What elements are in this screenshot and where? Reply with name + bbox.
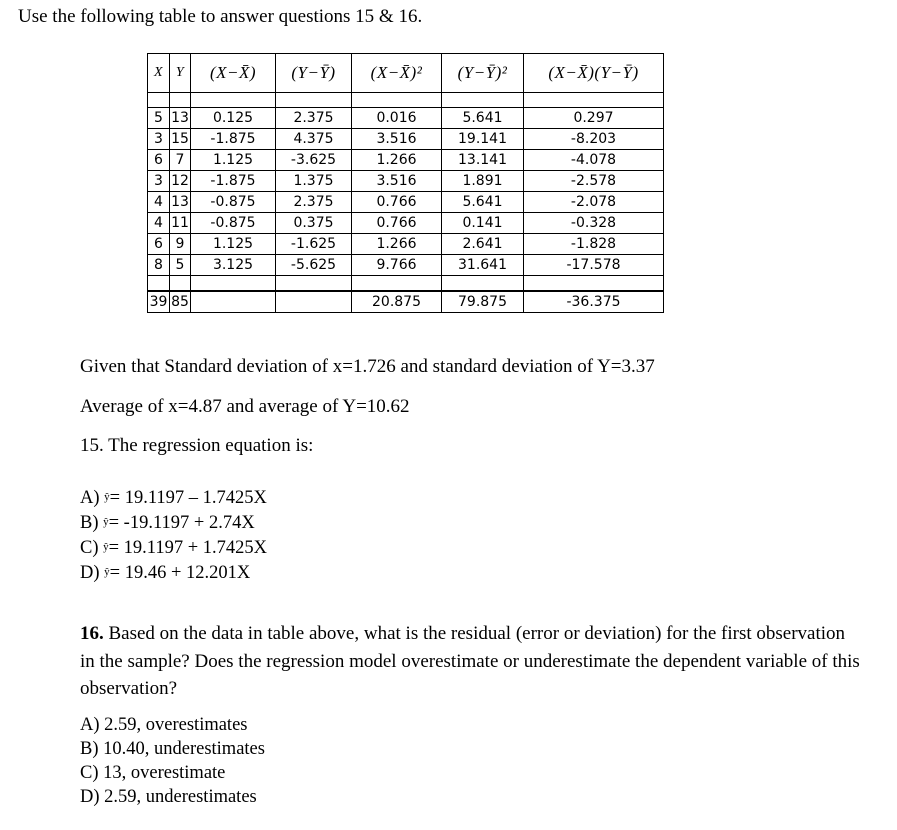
table-row xyxy=(148,129,664,150)
table-cell: -2.078 xyxy=(524,192,664,213)
table-cell: 5.641 xyxy=(442,108,524,129)
table-cell: 0.297 xyxy=(524,108,664,129)
table-cell: 1.125 xyxy=(191,234,276,255)
q16-options xyxy=(80,713,265,809)
averages-statement: Average of x=4.87 and average of Y=10.62 xyxy=(80,396,410,417)
table-cell: 31.641 xyxy=(442,255,524,276)
q16-option-d[interactable]: D) 2.59, underestimates xyxy=(80,787,257,807)
q16-option-c[interactable]: C) 13, overestimate xyxy=(80,763,226,783)
table-cell: 12 xyxy=(170,171,191,192)
table-totals-row xyxy=(148,291,664,313)
total-cell: 39 xyxy=(148,291,170,313)
table-cell: -0.875 xyxy=(191,213,276,234)
table-cell: -1.875 xyxy=(191,171,276,192)
table-cell: 9.766 xyxy=(352,255,442,276)
table-cell: 3.516 xyxy=(352,129,442,150)
table-cell: 19.141 xyxy=(442,129,524,150)
header-cell: X xyxy=(148,54,170,93)
q15-option-c[interactable]: C) ŷ= 19.1197 + 1.7425X xyxy=(80,538,268,558)
table-cell: 1.266 xyxy=(352,234,442,255)
q16-option-a[interactable]: A) 2.59, overestimates xyxy=(80,715,248,735)
table-cell: -5.625 xyxy=(276,255,352,276)
table-cell: 3.125 xyxy=(191,255,276,276)
table-cell: -1.625 xyxy=(276,234,352,255)
table-cell: 2.375 xyxy=(276,108,352,129)
table-row xyxy=(148,213,664,234)
table-cell: -2.578 xyxy=(524,171,664,192)
table-cell: 7 xyxy=(170,150,191,171)
table-cell: 6 xyxy=(148,234,170,255)
table-row xyxy=(148,171,664,192)
q16-option-b[interactable]: B) 10.40, underestimates xyxy=(80,739,265,759)
header-cell: (X−X̄)(Y−Ȳ) xyxy=(524,54,664,93)
table-cell: 4.375 xyxy=(276,129,352,150)
q15-options xyxy=(80,485,267,585)
table-cell: 0.141 xyxy=(442,213,524,234)
table-row xyxy=(148,255,664,276)
q15-option-a[interactable]: A) ŷ= 19.1197 – 1.7425X xyxy=(80,488,267,508)
table-row xyxy=(148,192,664,213)
table-cell: -17.578 xyxy=(524,255,664,276)
table-cell: 2.375 xyxy=(276,192,352,213)
table-header-row xyxy=(148,54,664,93)
table-cell: 5 xyxy=(148,108,170,129)
data-table xyxy=(147,53,664,313)
table-cell: 1.891 xyxy=(442,171,524,192)
table-row xyxy=(148,234,664,255)
table-cell: -1.828 xyxy=(524,234,664,255)
table-cell: 2.641 xyxy=(442,234,524,255)
table-cell: 0.766 xyxy=(352,213,442,234)
y-hat-symbol: ŷ xyxy=(103,516,109,528)
table-cell: 3 xyxy=(148,129,170,150)
total-cell xyxy=(276,291,352,313)
table-spacer-row xyxy=(148,276,664,292)
total-cell: 20.875 xyxy=(352,291,442,313)
q15-option-d[interactable]: D) ŷ= 19.46 + 12.201X xyxy=(80,563,251,583)
y-hat-symbol: ŷ xyxy=(103,541,109,553)
table-cell: 0.766 xyxy=(352,192,442,213)
table-cell: 3.516 xyxy=(352,171,442,192)
table-row xyxy=(148,108,664,129)
table-cell: 4 xyxy=(148,213,170,234)
q15-option-b[interactable]: B) ŷ= -19.1197 + 2.74X xyxy=(80,513,255,533)
total-cell: 79.875 xyxy=(442,291,524,313)
table-row xyxy=(148,150,664,171)
table-cell: -0.328 xyxy=(524,213,664,234)
header-cell: (X−X̄) xyxy=(191,54,276,93)
table-cell: 8 xyxy=(148,255,170,276)
table-spacer-row xyxy=(148,93,664,108)
table-cell: 5 xyxy=(170,255,191,276)
q16-text: Based on the data in table above, what is the residual (error or deviation) for the first observation in the sample? Does the regression model overestimate or underestimate the dependent variable of this observation? xyxy=(80,623,860,699)
table-cell: 0.125 xyxy=(191,108,276,129)
table-cell: 5.641 xyxy=(442,192,524,213)
table-cell: 1.375 xyxy=(276,171,352,192)
table-cell: 6 xyxy=(148,150,170,171)
y-hat-symbol: ŷ xyxy=(104,491,110,503)
table-cell: 1.266 xyxy=(352,150,442,171)
total-cell: -36.375 xyxy=(524,291,664,313)
total-cell xyxy=(191,291,276,313)
table-cell: 4 xyxy=(148,192,170,213)
table-cell: 0.016 xyxy=(352,108,442,129)
intro-text: Use the following table to answer questions 15 & 16. xyxy=(18,6,423,27)
total-cell: 85 xyxy=(170,291,191,313)
header-cell: Y xyxy=(170,54,191,93)
table-cell: 13 xyxy=(170,108,191,129)
q16-number: 16. xyxy=(80,623,104,644)
table-cell: -0.875 xyxy=(191,192,276,213)
table-cell: 13.141 xyxy=(442,150,524,171)
y-hat-symbol: ŷ xyxy=(104,566,110,578)
header-cell: (Y−Ȳ) xyxy=(276,54,352,93)
table-cell: -1.875 xyxy=(191,129,276,150)
q16-question xyxy=(80,620,860,703)
table-cell: -3.625 xyxy=(276,150,352,171)
header-cell: (Y−Ȳ)² xyxy=(442,54,524,93)
q15-question: 15. The regression equation is: xyxy=(80,435,314,456)
table-cell: 3 xyxy=(148,171,170,192)
table-cell: 9 xyxy=(170,234,191,255)
table-cell: 13 xyxy=(170,192,191,213)
given-statement: Given that Standard deviation of x=1.726 and standard deviation of Y=3.37 xyxy=(80,356,655,377)
header-cell: (X−X̄)² xyxy=(352,54,442,93)
table-cell: 11 xyxy=(170,213,191,234)
table-cell: -8.203 xyxy=(524,129,664,150)
table-cell: 1.125 xyxy=(191,150,276,171)
table-cell: -4.078 xyxy=(524,150,664,171)
table-cell: 0.375 xyxy=(276,213,352,234)
table-cell: 15 xyxy=(170,129,191,150)
